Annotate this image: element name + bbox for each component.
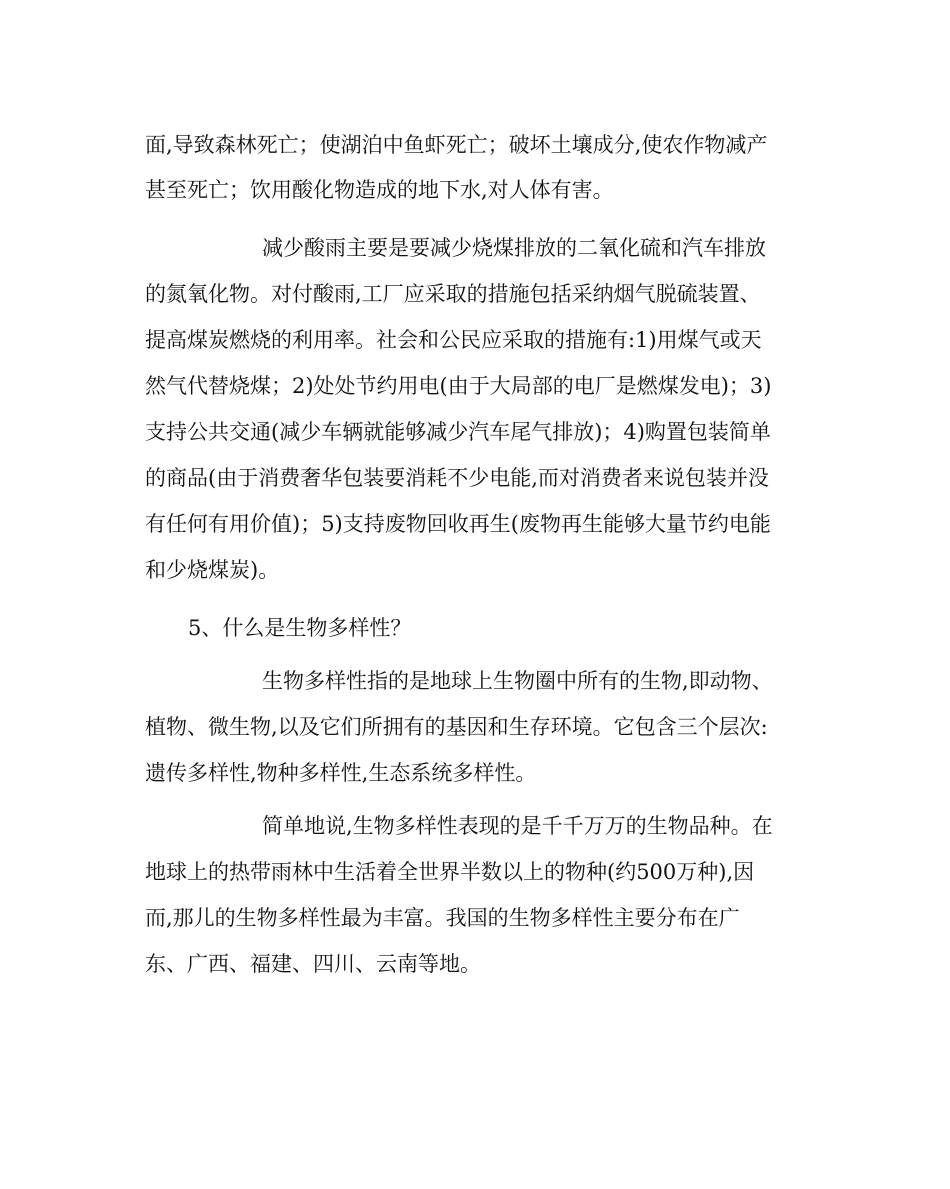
paragraph-line: 植物、微生物,以及它们所拥有的基因和生存环境。它包含三个层次: <box>145 715 768 739</box>
paragraph-line: 有任何有用价值)；5)支持废物回收再生(废物再生能够大量节约电能 <box>145 512 771 536</box>
paragraph-line: 的商品(由于消费奢华包装要消耗不少电能,而对消费者来说包装并没 <box>145 466 769 490</box>
paragraph-line: 甚至死亡；饮用酸化物造成的地下水,对人体有害。 <box>145 178 614 202</box>
paragraph-line: 地球上的热带雨林中生活着全世界半数以上的物种(约500万种),因 <box>145 860 755 884</box>
paragraph-line: 东、广西、福建、四川、云南等地。 <box>145 952 481 976</box>
paragraph-line: 而,那儿的生物多样性最为丰富。我国的生物多样性主要分布在广 <box>145 906 740 930</box>
paragraph-line: 面,导致森林死亡；使湖泊中鱼虾死亡；破坏土壤成分,使农作物减产 <box>145 133 768 157</box>
paragraph-line: 提高煤炭燃烧的利用率。社会和公民应采取的措施有:1)用煤气或天 <box>145 328 762 352</box>
paragraph-line: 生物多样性指的是地球上生物圈中所有的生物,即动物、 <box>262 669 773 693</box>
paragraph-line: 然气代替烧煤；2)处处节约用电(由于大局部的电厂是燃煤发电)；3) <box>145 374 772 398</box>
paragraph-line: 减少酸雨主要是要减少烧煤排放的二氧化硫和汽车排放 <box>262 236 766 260</box>
paragraph-line: 支持公共交通(减少车辆就能够减少汽车尾气排放)；4)购置包装简单 <box>145 420 771 444</box>
paragraph-line: 遗传多样性,物种多样性,生态系统多样性。 <box>145 761 537 785</box>
paragraph-line: 的氮氧化物。对付酸雨,工厂应采取的措施包括采纳烟气脱硫装置、 <box>145 282 761 306</box>
paragraph-line: 简单地说,生物多样性表现的是千千万万的生物品种。在 <box>262 814 773 838</box>
question-heading: 5、什么是生物多样性？ <box>188 616 412 640</box>
paragraph-line: 和少烧煤炭)。 <box>145 558 280 582</box>
